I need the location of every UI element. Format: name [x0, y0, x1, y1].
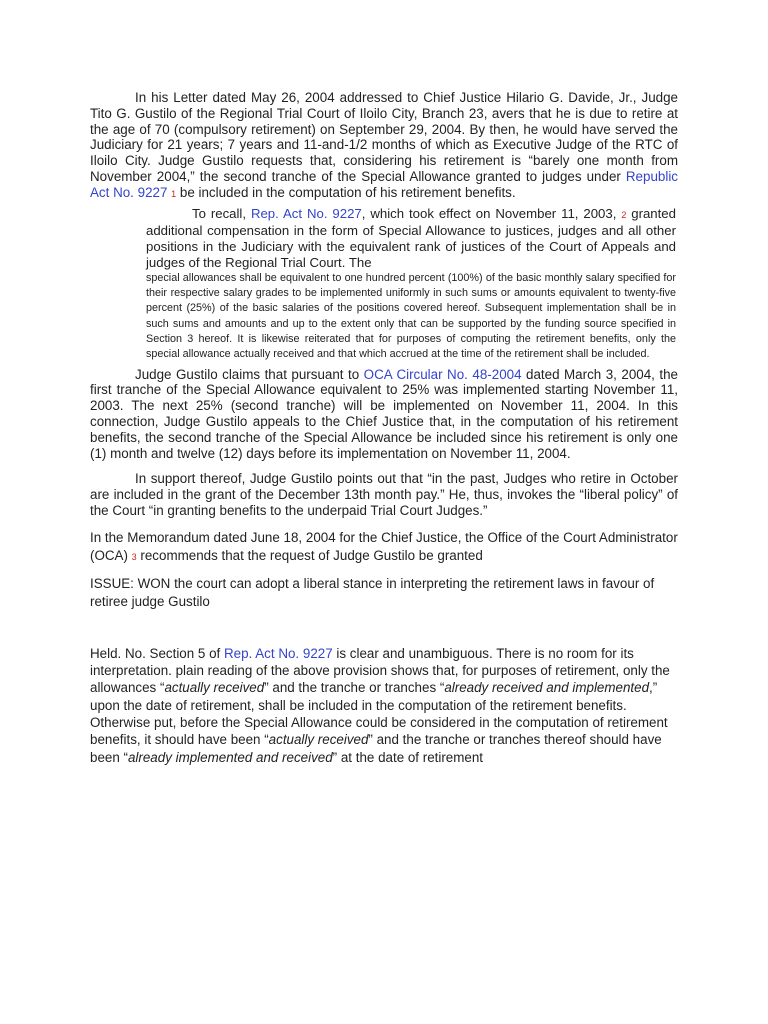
intro-paragraph: In his Letter dated May 26, 2004 addressed to Chief Justice Hilario G. Davide, Jr., Judge Tito G. Gustilo of the Regional Trial Court of Iloilo City, Branch 23, avers that he is due to retire at the age of 70 (compulsory retirement) on September 29, 2004. By then, he would have served the Judiciary for 21 years; 7 years and 11-and-1/2 months of which as Executive Judge of the RTC of Iloilo City. Judge Gustilo requests that, considering his retirement is “barely one month from November 2004,” the second tranche of the Special Allowance granted to judges under Republic Act No. 9227 1 be included in the computation of his retirement benefits.: [90, 90, 678, 200]
support-paragraph: In support thereof, Judge Gustilo points out that “in the past, Judges who retire in October are included in the grant of the December 13th month pay.” He, thus, invokes the “liberal policy” of the Court “in granting benefits to the underpaid Trial Court Judges.”: [90, 471, 678, 518]
issue-paragraph: ISSUE: WON the court can adopt a liberal stance in interpreting the retirement laws in favour of retiree judge Gustilo: [90, 575, 655, 609]
held-paragraph: Held. No. Section 5 of Rep. Act No. 9227 is clear and unambiguous. There is no room for its interpretation. plain reading of the above provision shows that, for purposes of retirement, only the allowances “actually received” and the tranche or tranches “already received and implemented,” upon the date of retirement, shall be included in the computation of the retirement benefits. Otherwise put, before the Special Allowance could be considered in the computation of retirement benefits, it should have been “actually received” and the tranche or tranches thereof should have been “already implemented and received” at the date of retirement: [90, 645, 670, 765]
document-page: [90, 90, 678, 766]
quoted-provision: [146, 206, 676, 363]
memorandum-paragraph: In the Memorandum dated June 18, 2004 for the Chief Justice, the Office of the Court Administrator (OCA) 3 recommends that the request of Judge Gustilo be granted: [90, 529, 678, 563]
republic-act-link[interactable]: Republic Act No. 9227: [90, 168, 678, 200]
oca-circular-link[interactable]: OCA Circular No. 48-2004: [363, 366, 522, 382]
rep-act-link-quote[interactable]: Rep. Act No. 9227: [250, 205, 362, 221]
footnote-2-marker[interactable]: 2: [621, 209, 627, 220]
footnote-3-marker[interactable]: 3: [131, 551, 137, 562]
claim-paragraph: Judge Gustilo claims that pursuant to OCA Circular No. 48-2004 dated March 3, 2004, the first tranche of the Special Allowance equivalent to 25% was implemented starting November 11, 2003. The next 25% (second tranche) will be implemented on November 11, 2004. In this connection, Judge Gustilo appeals to the Chief Justice that, in the computation of his retirement benefits, the second tranche of the Special Allowance be included since his retirement is only one (1) month and twelve (12) days before its implementation on November 11, 2004.: [90, 366, 678, 461]
rep-act-link-held[interactable]: Rep. Act No. 9227: [223, 645, 333, 661]
quote-provision-text: special allowances shall be equivalent to one hundred percent (100%) of the basic monthly salary specified for their respective salary grades to be implemented uniformly in such sums or amounts equivalent to twenty-five percent (25%) of the basic salaries of the positions covered hereof. Subsequent implementation shall be in such sums and amounts and up to the extent only that can be supported by the funding source specified in Section 3 hereof. It is likewise reiterated that for purposes of computing the retirement benefits, only the special allowance actually received and that which accrued at the time of the retirement shall be included.: [146, 271, 676, 361]
quote-intro: To recall, Rep. Act No. 9227, which took effect on November 11, 2003, 2 granted additional compensation in the form of Special Allowance to justices, judges and all other positions in the Judiciary with the equivalent rank of justices of the Court of Appeals and judges of the Regional Trial Court. The: [146, 205, 676, 270]
footnote-1-marker[interactable]: 1: [171, 188, 177, 199]
